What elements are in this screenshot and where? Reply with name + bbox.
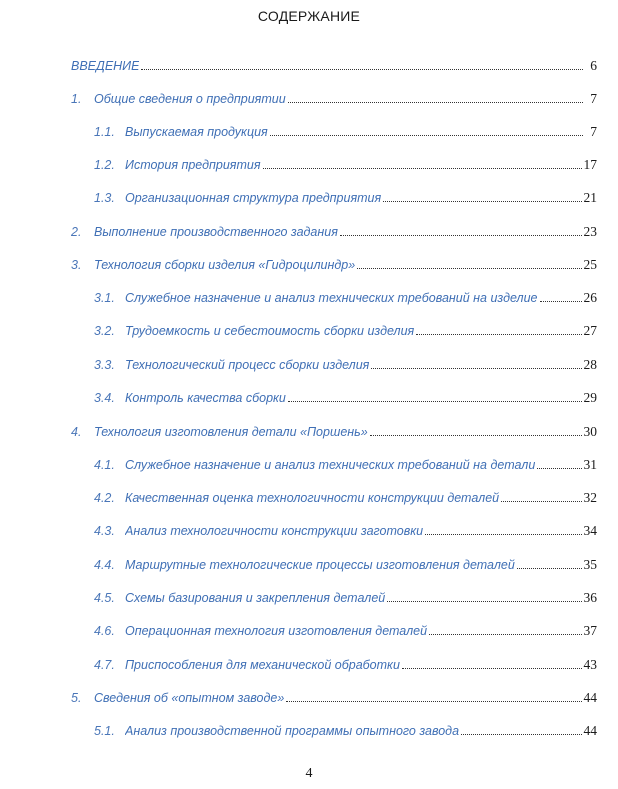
toc-entry-4[interactable] <box>71 424 597 440</box>
toc-entry-title[interactable]: Технологический процесс сборки изделия <box>125 358 370 372</box>
toc-entry-number: 4.7. <box>94 658 115 672</box>
toc-entry-title[interactable]: ВВЕДЕНИЕ <box>71 59 140 73</box>
toc-entry-number: 1. <box>71 92 82 106</box>
toc-entry-title[interactable]: Анализ технологичности конструкции заготовки <box>125 524 424 538</box>
dot-leader <box>340 234 582 236</box>
toc-entry-4-3[interactable] <box>94 523 597 539</box>
toc-entry-title[interactable]: Выпускаемая продукция <box>125 125 268 139</box>
toc-entry-title[interactable]: Качественная оценка технологичности конструкции деталей <box>125 491 500 505</box>
toc-entry-5[interactable] <box>71 690 597 706</box>
toc-entry-4-2[interactable] <box>94 490 597 506</box>
toc-entry-number: 1.1. <box>94 125 115 139</box>
dot-leader <box>517 567 582 569</box>
dot-leader <box>286 700 581 702</box>
toc-entry-4-5[interactable] <box>94 590 597 606</box>
toc-entry-title[interactable]: Маршрутные технологические процессы изготовления деталей <box>125 558 515 572</box>
toc-entry-number: 3.4. <box>94 391 115 405</box>
toc-entry-3-3[interactable] <box>94 357 597 373</box>
toc-entry-3-1[interactable] <box>94 290 597 306</box>
toc-entry-1[interactable] <box>71 91 597 107</box>
toc-entry-number: 4.6. <box>94 624 115 638</box>
toc-entry-number: 4.3. <box>94 524 115 538</box>
toc-entry-page: 31 <box>583 457 597 472</box>
toc-entry-number: 4.4. <box>94 558 115 572</box>
toc-entry-4-1[interactable] <box>94 457 597 473</box>
dot-leader <box>383 200 581 202</box>
toc-entry-title[interactable]: Контроль качества сборки <box>125 391 286 405</box>
toc-entry-1-2[interactable] <box>94 157 597 173</box>
dot-leader <box>270 134 583 136</box>
toc-entry-1-1[interactable] <box>94 124 597 140</box>
dot-leader <box>425 533 581 535</box>
toc-entry-title[interactable]: История предприятия <box>125 158 261 172</box>
page-title: СОДЕРЖАНИЕ <box>257 8 361 24</box>
toc-entry-page: 27 <box>583 323 597 338</box>
dot-leader <box>540 300 582 302</box>
dot-leader <box>461 733 581 735</box>
toc-entry-page: 26 <box>583 290 597 305</box>
dot-leader <box>288 400 582 402</box>
toc-entry-page: 32 <box>583 490 597 505</box>
toc-entry-page: 25 <box>583 257 597 272</box>
toc-entry-page: 43 <box>583 657 597 672</box>
toc-entry-number: 4.2. <box>94 491 115 505</box>
toc-entry-number: 5.1. <box>94 724 115 738</box>
dot-leader <box>387 600 581 602</box>
toc-entry-title[interactable]: Служебное назначение и анализ технических требований на изделие <box>125 291 538 305</box>
toc-entry-page: 36 <box>583 590 597 605</box>
toc-entry-number: 4. <box>71 425 82 439</box>
toc-entry-number: 3.2. <box>94 324 115 338</box>
toc-entry-number: 3. <box>71 258 82 272</box>
toc-entry-number: 3.3. <box>94 358 115 372</box>
toc-entry-title[interactable]: Анализ производственной программы опытного завода <box>125 724 460 738</box>
toc-entry-title[interactable]: Приспособления для механической обработки <box>125 658 400 672</box>
page-number: 4 <box>305 766 313 781</box>
toc-entry-title[interactable]: Трудоемкость и себестоимость сборки изделия <box>125 324 415 338</box>
dot-leader <box>416 333 581 335</box>
toc-entry-4-7[interactable] <box>94 657 597 673</box>
toc-entry-number: 5. <box>71 691 82 705</box>
dot-leader <box>371 367 581 369</box>
dot-leader <box>402 667 582 669</box>
toc-entry-page: 28 <box>583 357 597 372</box>
dot-leader <box>501 500 581 502</box>
toc-entry-4-6[interactable] <box>94 623 597 639</box>
toc-entry-3-2[interactable] <box>94 323 597 339</box>
toc-entry-page: 21 <box>583 190 597 205</box>
toc-entry-title[interactable]: Технология изготовления детали «Поршень» <box>94 425 368 439</box>
toc-entry-page: 6 <box>590 58 597 73</box>
toc-entry-title[interactable]: Схемы базирования и закрепления деталей <box>125 591 386 605</box>
dot-leader <box>263 167 582 169</box>
toc-entry-title[interactable]: Служебное назначение и анализ технических требований на детали <box>125 458 536 472</box>
toc-entry-page: 35 <box>583 557 597 572</box>
toc-entry-1-3[interactable] <box>94 190 597 206</box>
toc-entry-number: 4.5. <box>94 591 115 605</box>
toc-entry-page: 7 <box>590 91 597 106</box>
toc-entry-page: 44 <box>583 690 597 705</box>
toc-entry-5-1[interactable] <box>94 723 597 739</box>
dot-leader <box>429 633 581 635</box>
toc-entry-page: 30 <box>583 424 597 439</box>
toc-entry-title[interactable]: Операционная технология изготовления деталей <box>125 624 428 638</box>
toc-entry-title[interactable]: Общие сведения о предприятии <box>94 92 286 106</box>
dot-leader <box>370 434 582 436</box>
toc-entry-3-4[interactable] <box>94 390 597 406</box>
toc-entry-number: 1.2. <box>94 158 115 172</box>
toc-entry-number: 1.3. <box>94 191 115 205</box>
toc-entry-2[interactable] <box>71 224 597 240</box>
toc-entry-page: 29 <box>583 390 597 405</box>
toc-entry-page: 37 <box>583 623 597 638</box>
toc-entry-title[interactable]: Технология сборки изделия «Гидроцилиндр» <box>94 258 356 272</box>
toc-entry-number: 2. <box>71 225 82 239</box>
toc-entry-title[interactable]: Сведения об «опытном заводе» <box>94 691 285 705</box>
dot-leader <box>357 267 581 269</box>
toc-entry-4-4[interactable] <box>94 557 597 573</box>
dot-leader <box>288 101 583 103</box>
toc-entry-number: 4.1. <box>94 458 115 472</box>
toc-entry-title[interactable]: Выполнение производственного задания <box>94 225 338 239</box>
toc-entry-page: 23 <box>583 224 597 239</box>
dot-leader <box>537 467 581 469</box>
toc-entry-page: 17 <box>583 157 597 172</box>
toc-entry-number: 3.1. <box>94 291 115 305</box>
dot-leader <box>141 68 583 70</box>
toc-entry-page: 44 <box>583 723 597 738</box>
toc-entry-title[interactable]: Организационная структура предприятия <box>125 191 382 205</box>
toc-entry-3[interactable] <box>71 257 597 273</box>
toc-entry-page: 7 <box>590 124 597 139</box>
toc-entry-page: 34 <box>583 523 597 538</box>
toc-entry-introduction[interactable] <box>71 58 597 74</box>
